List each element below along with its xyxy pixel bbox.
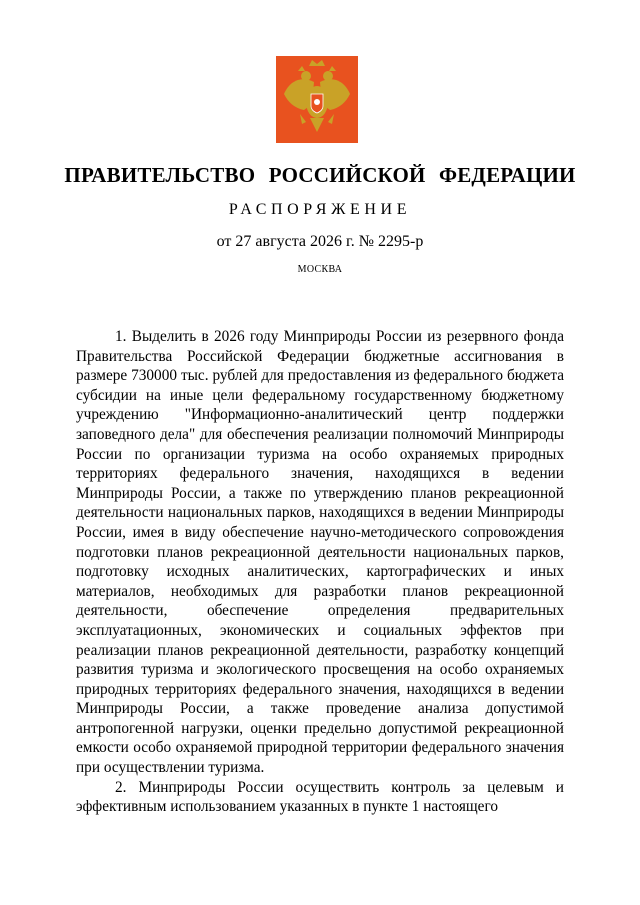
government-title: ПРАВИТЕЛЬСТВО РОССИЙСКОЙ ФЕДЕРАЦИИ xyxy=(64,163,576,187)
coat-of-arms-icon xyxy=(276,56,358,143)
paragraph-1: 1. Выделить в 2026 году Минприроды России из резервного фонда Правительства Российской Федерации бюджетные ассигнования в размере 730000 тыс. рублей для предоставления из федерального бюджета субсидии на иные цели федеральному государственному бюджетному учреждению "Информационно-аналитический центр поддержки заповедного дела" для обеспечения реализации полномочий Минприроды России по организации туризма на особо охраняемых природных территориях федерального значения, находящихся в ведении Минприроды России, а также по утверждению планов рекреационной деятельности национальных парков, находящихся в ведении Минприроды России, имея в виду обеспечение научно-методического сопровождения подготовки планов рекреационной деятельности национальных парков, подготовку исходных аналитических, картографических и иных материалов, необходимых для разработки планов рекреационной деятельности, обеспечение определения предварительных эксплуатационных, экономических и социальных эффектов при реализации планов рекреационной деятельности, разработку концепций развития туризма и экологического просвещения на особо охраняемых природных территориях федерального значения, находящихся в ведении Минприроды России, а также проведение анализа допустимой антропогенной нагрузки, оценки предельно допустимой рекреационной емкости особо охраняемой природной территории федерального значения при осуществлении туризма. xyxy=(76,328,564,777)
document-body xyxy=(76,327,564,817)
document-date-number: от 27 августа 2026 г. № 2295-р xyxy=(216,233,424,250)
paragraph-2: 2. Минприроды России осуществить контроль за целевым и эффективным использованием указанных в пункте 1 настоящего xyxy=(76,778,564,816)
document-type: РАСПОРЯЖЕНИЕ xyxy=(228,201,412,218)
document-city: МОСКВА xyxy=(297,264,343,275)
